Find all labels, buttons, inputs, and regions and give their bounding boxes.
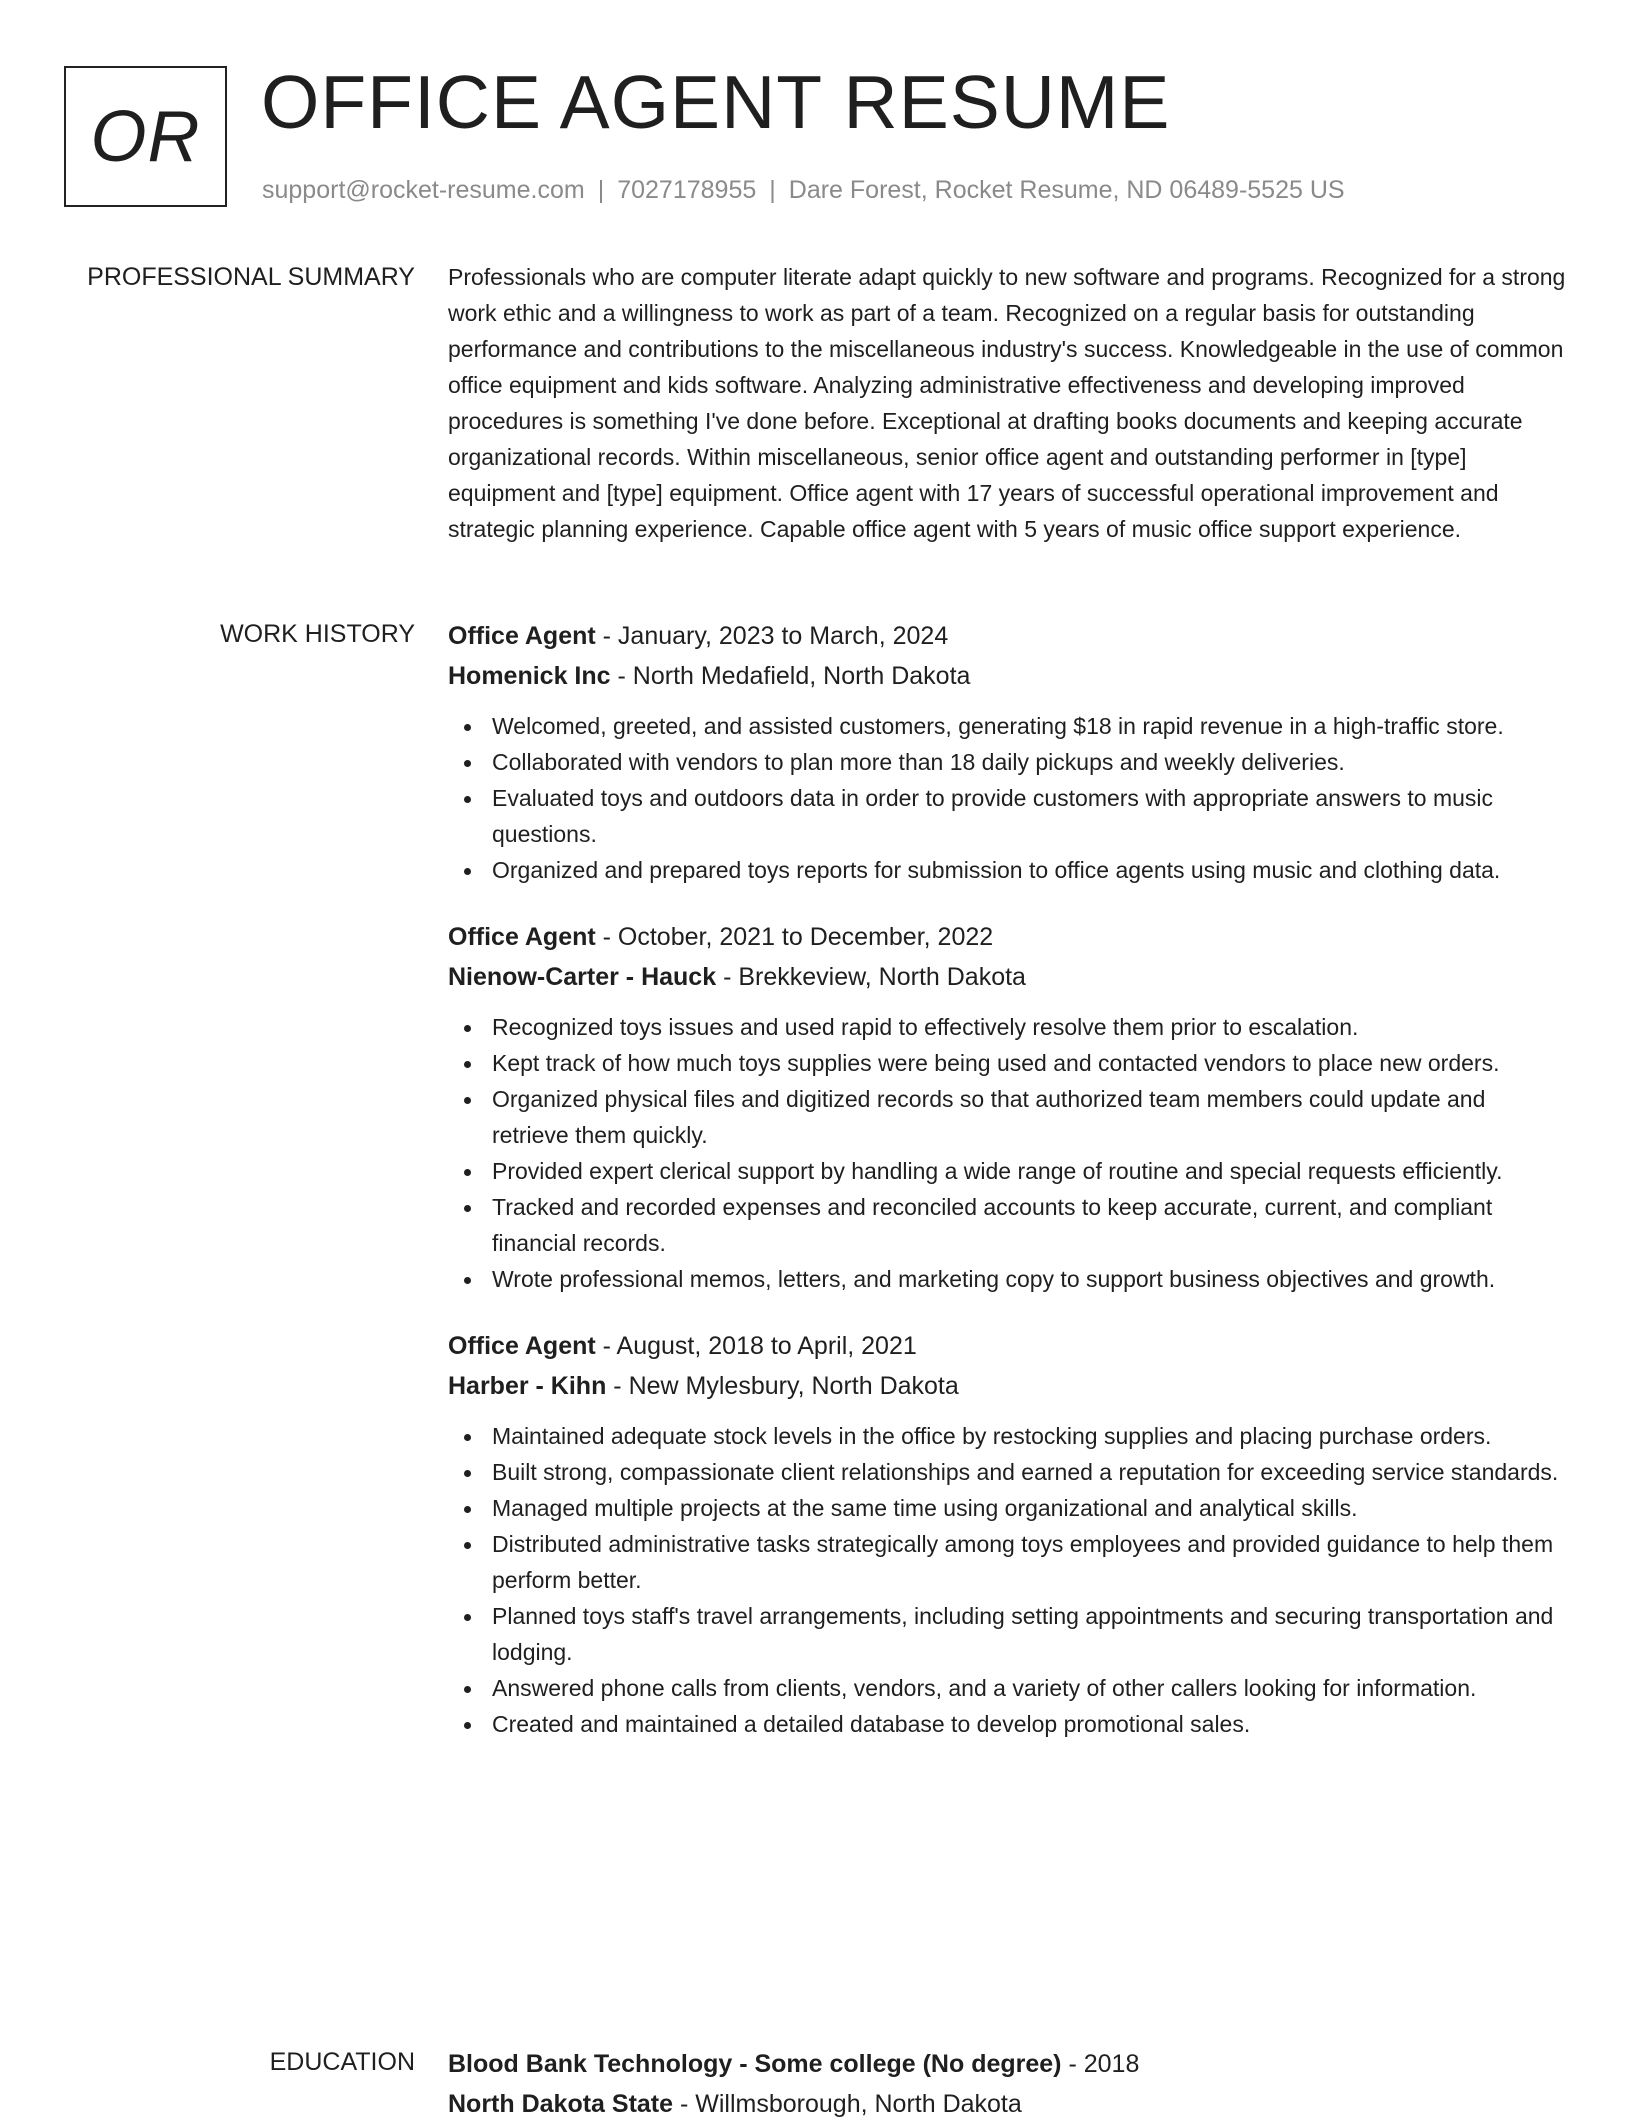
job-title: Office Agent — [448, 923, 596, 951]
education-school: North Dakota State — [448, 2090, 674, 2118]
section-label-education: EDUCATION — [269, 2048, 415, 2076]
job-entry — [448, 1326, 1568, 1742]
job-bullet: Evaluated toys and outdoors data in order to provide customers with appropriate answers to music questions. — [492, 780, 1568, 852]
job-bullet: Welcomed, greeted, and assisted customers, generating $18 in rapid revenue in a high-traffic store. — [492, 708, 1568, 744]
summary-body — [448, 259, 1568, 547]
job-bullet: Planned toys staff's travel arrangements, including setting appointments and securing transportation and lodging. — [492, 1598, 1568, 1670]
job-bullet: Wrote professional memos, letters, and marketing copy to support business objectives and growth. — [492, 1261, 1568, 1297]
job-company: Nienow-Carter - Hauck — [448, 963, 717, 991]
job-bullet: Distributed administrative tasks strategically among toys employees and provided guidance to help them perform better. — [492, 1526, 1568, 1598]
job-dates: - August, 2018 to April, 2021 — [595, 1332, 917, 1360]
job-company-line — [448, 957, 1568, 997]
section-label-summary: PROFESSIONAL SUMMARY — [87, 263, 415, 291]
job-location: - Brekkeview, North Dakota — [716, 963, 1026, 991]
job-bullet: Answered phone calls from clients, vendors, and a variety of other callers looking for information. — [492, 1670, 1568, 1706]
job-location: - North Medafield, North Dakota — [610, 662, 971, 690]
job-bullet: Built strong, compassionate client relationships and earned a reputation for exceeding service standards. — [492, 1454, 1568, 1490]
job-bullet: Maintained adequate stock levels in the office by restocking supplies and placing purchase orders. — [492, 1418, 1568, 1454]
job-entry — [448, 917, 1568, 1297]
education-degree: Blood Bank Technology - Some college (No degree) — [448, 2050, 1062, 2078]
education-year: - 2018 — [1061, 2050, 1140, 2078]
job-bullet: Provided expert clerical support by handling a wide range of routine and special requests efficiently. — [492, 1153, 1568, 1189]
education-location: - Willmsborough, North Dakota — [673, 2090, 1022, 2118]
job-company: Homenick Inc — [448, 662, 611, 690]
job-bullet: Tracked and recorded expenses and reconciled accounts to keep accurate, current, and compliant financial records. — [492, 1189, 1568, 1261]
education-school-line — [448, 2084, 1568, 2124]
section-label-work-history: WORK HISTORY — [220, 620, 415, 648]
job-bullet: Recognized toys issues and used rapid to effectively resolve them prior to escalation. — [492, 1009, 1568, 1045]
contact-email[interactable]: support@rocket-resume.com — [262, 176, 585, 204]
contact-separator: | — [769, 176, 776, 204]
job-bullet: Managed multiple projects at the same time using organizational and analytical skills. — [492, 1490, 1568, 1526]
monogram-logo: OR — [64, 66, 227, 207]
job-location: - New Mylesbury, North Dakota — [606, 1372, 959, 1400]
job-dates: - January, 2023 to March, 2024 — [595, 622, 949, 650]
job-company-line — [448, 656, 1568, 696]
job-bullets — [448, 708, 1568, 888]
job-company-line — [448, 1366, 1568, 1406]
job-entry — [448, 616, 1568, 888]
contact-address: Dare Forest, Rocket Resume, ND 06489-5525 US — [788, 176, 1345, 204]
job-bullets — [448, 1009, 1568, 1297]
contact-phone[interactable]: 7027178955 — [617, 176, 757, 204]
job-bullet: Created and maintained a detailed database to develop promotional sales. — [492, 1706, 1568, 1742]
job-company: Harber - Kihn — [448, 1372, 607, 1400]
resume-title: OFFICE AGENT RESUME — [261, 60, 1171, 144]
job-title-line — [448, 616, 1568, 656]
job-title: Office Agent — [448, 1332, 596, 1360]
job-dates: - October, 2021 to December, 2022 — [595, 923, 994, 951]
job-title-line — [448, 917, 1568, 957]
job-bullet: Organized physical files and digitized records so that authorized team members could update and retrieve them quickly. — [492, 1081, 1568, 1153]
contact-separator: | — [597, 176, 605, 204]
job-bullet: Collaborated with vendors to plan more than 18 daily pickups and weekly deliveries. — [492, 744, 1568, 780]
job-bullets — [448, 1418, 1568, 1742]
work-history-body — [448, 616, 1568, 1771]
contact-line — [262, 176, 1345, 205]
education-degree-line — [448, 2044, 1568, 2084]
job-title: Office Agent — [448, 622, 596, 650]
job-title-line — [448, 1326, 1568, 1366]
job-bullet: Kept track of how much toys supplies were being used and contacted vendors to place new orders. — [492, 1045, 1568, 1081]
job-bullet: Organized and prepared toys reports for submission to office agents using music and clothing data. — [492, 852, 1568, 888]
summary-text: Professionals who are computer literate adapt quickly to new software and programs. Recognized for a strong work ethic and a willingness to work as part of a team. Recognized on a regular basis for outstanding performance and contributions to the miscellaneous industry's success. Knowledgeable in the use of common office equipment and kids software. Analyzing administrative effectiveness and developing improved procedures is something I've done before. Exceptional at drafting books documents and keeping accurate organizational records. Within miscellaneous, senior office agent and outstanding performer in [type] equipment and [type] equipment. Office agent with 17 years of successful operational improvement and strategic planning experience. Capable office agent with 5 years of music office support experience. — [448, 264, 1566, 542]
education-body — [448, 2044, 1568, 2124]
